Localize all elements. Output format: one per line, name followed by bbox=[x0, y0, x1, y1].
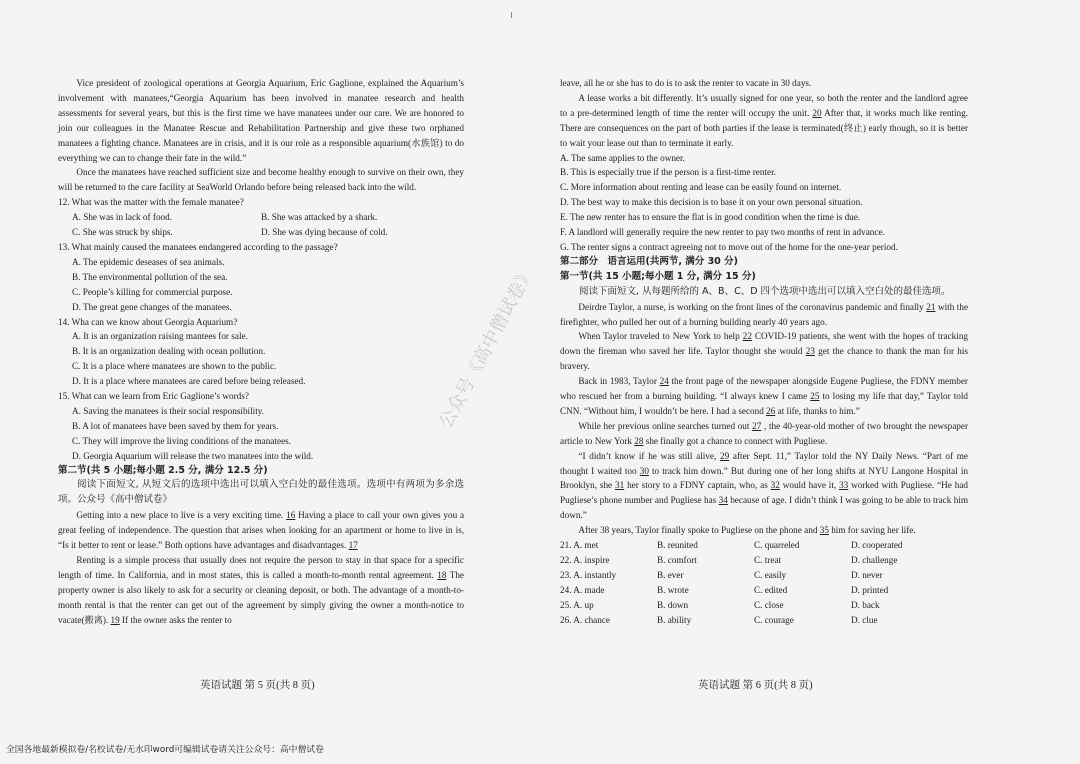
cloze-paragraph: After 38 years, Taylor finally spoke to Pugliese on the phone and 35 him for saving her life. bbox=[578, 525, 916, 536]
option: B. A lot of manatees have been saved by them for years. bbox=[72, 420, 279, 431]
option: D. The best way to make this decision is to base it on your own personal situation. bbox=[560, 197, 863, 208]
passage-paragraph: leave, all he or she has to do is to ask the renter to vacate in 30 days. bbox=[560, 78, 812, 88]
blank-34: 34 bbox=[718, 495, 728, 506]
blank-19: 19 bbox=[110, 614, 120, 625]
choice-option: C. edited bbox=[754, 584, 788, 595]
blank-30: 30 bbox=[639, 465, 649, 476]
question-14: 14. Wha can we know about Georgia Aquarium? bbox=[58, 316, 238, 327]
blank-26: 26 bbox=[766, 405, 776, 416]
choice-option: C. quarreled bbox=[754, 540, 800, 551]
blank-20: 20 bbox=[812, 107, 822, 118]
blank-27: 27 bbox=[752, 420, 762, 431]
choice-grid bbox=[560, 538, 968, 627]
option: A. It is an organization raising mantees for sale. bbox=[72, 331, 248, 342]
option: D. She was dying because of cold. bbox=[261, 227, 388, 238]
option: A. The epidemic deseases of sea animals. bbox=[72, 256, 225, 267]
option: B. The environmental pollution of the sea. bbox=[72, 271, 228, 282]
section-heading: 第二节(共 5 小题;每小题 2.5 分, 满分 12.5 分) bbox=[58, 464, 268, 476]
section-instructions: 阅读下面短文, 从每题所给的 A、B、C、D 四个选项中选出可以填入空白处的最佳选项。 bbox=[579, 285, 951, 297]
choice-option: 23. A. instantly bbox=[560, 569, 617, 580]
option: D. It is a place where manatees are cared before being released. bbox=[72, 376, 306, 387]
blank-31: 31 bbox=[615, 480, 625, 491]
blank-18: 18 bbox=[437, 569, 447, 580]
blank-16: 16 bbox=[286, 510, 296, 521]
choice-option: B. comfort bbox=[657, 555, 697, 565]
section-instructions: 阅读下面短文, 从短文后的选项中选出可以填入空白处的最佳选项。选项中有两项为多余选项。公众号《高中僧试卷》 bbox=[58, 479, 464, 506]
blank-22: 22 bbox=[742, 331, 752, 342]
page-footer-left: 英语试题 第 5 页(共 8 页) bbox=[200, 680, 315, 691]
passage-paragraph: A lease works a bit differently. It’s usually signed for one year, so both the renter and the landlord agree to a pre-determined length of time the renter will occupy the unit. 20 After that, it works much like renting. There are consequences on the part of both parties if the lease is terminated(终止) early though, so it is better to wait your lease out than to terminate it early. bbox=[560, 92, 969, 148]
option: B. She was attacked by a shark. bbox=[261, 212, 378, 223]
blank-21: 21 bbox=[926, 301, 936, 312]
blank-32: 32 bbox=[770, 480, 780, 491]
section-heading: 第一节(共 15 小题;每小题 1 分, 满分 15 分) bbox=[560, 270, 756, 282]
option: D. The great gene changes of the manatees. bbox=[72, 301, 232, 312]
choice-option: B. down bbox=[657, 599, 689, 610]
blank-28: 28 bbox=[634, 435, 644, 446]
choice-option: 22. A. inspire bbox=[560, 555, 610, 565]
choice-option: 25. A. up bbox=[560, 599, 594, 610]
option: E. The new renter has to ensure the flat is in good condition when the time is due. bbox=[560, 212, 861, 223]
watermark: 公众号《高中僧试卷》 bbox=[435, 262, 539, 432]
choice-option: D. clue bbox=[851, 614, 878, 625]
left-page bbox=[58, 76, 464, 628]
choice-option: C. easily bbox=[754, 569, 787, 580]
option: B. It is an organization dealing with ocean pollution. bbox=[72, 346, 266, 357]
option: A. The same applies to the owner. bbox=[560, 152, 685, 163]
option: C. People’s killing for commercial purpose. bbox=[72, 286, 233, 297]
cloze-paragraph: While her previous online searches turned out 27 , the 40-year-old mother of two brought the newspaper article to New York 28 she finally got a chance to connect with Pugliese. bbox=[560, 420, 969, 446]
choice-option: D. cooperated bbox=[851, 540, 903, 551]
choice-option: C. courage bbox=[754, 614, 794, 625]
part-heading: 第二部分 语言运用(共两节, 满分 30 分) bbox=[560, 255, 738, 267]
question-12: 12. What was the matter with the female manatee? bbox=[58, 197, 244, 208]
cloze-paragraph: “I didn’t know if he was still alive, 29 after Sept. 11,” Taylor told the NY Daily News. “Part of me thought I waited too 30 to track him down.” But during one of her long shifts at NYU Langone Hospital in Brooklyn, she 31 her story to a FDNY captain, who, as 32 would have it, 33 worked with Pugliese. “He had Pugliese’s phone number and Pugliese has 34 because of age. I didn’t think I was going to be able to track him down.” bbox=[560, 450, 969, 521]
option: B. This is especially true if the person is a first-time renter. bbox=[560, 167, 776, 178]
choice-option: D. back bbox=[851, 599, 880, 610]
blank-17: 17 bbox=[348, 540, 358, 551]
blank-24: 24 bbox=[659, 376, 669, 387]
cloze-paragraph: When Taylor traveled to New York to help 22 COVID-19 patients, she went with the hopes of tracking down the fireman who saved her life. Taylor thought she would 23 get the chance to thank the man for his bravery. bbox=[560, 331, 969, 372]
option: C. It is a place where manatees are shown to the public. bbox=[72, 361, 277, 372]
choice-option: B. reunited bbox=[657, 540, 698, 551]
choice-option: D. challenge bbox=[851, 555, 898, 565]
option: A. Saving the manatees is their social responsibility. bbox=[72, 405, 265, 416]
choice-option: C. close bbox=[754, 599, 784, 610]
fold-mark bbox=[511, 12, 512, 18]
cloze-paragraph: Deirdre Taylor, a nurse, is working on the front lines of the coronavirus pandemic and finally 21 with the firefighter, who pulled her out of a burning building nearly 40 years ago. bbox=[560, 301, 969, 327]
option: C. She was struck by ships. bbox=[72, 227, 173, 238]
choice-option: D. printed bbox=[851, 584, 889, 595]
bottom-notice: 全国各地最新模拟卷/名校试卷/无水印word可编辑试卷请关注公众号：高中僧试卷 bbox=[6, 745, 324, 755]
option: G. The renter signs a contract agreeing not to move out of the home for the one-year period. bbox=[560, 241, 898, 252]
right-page bbox=[560, 76, 968, 628]
passage-paragraph: Renting is a simple process that usually does not require the person to stay in that space for a specific length of time. In California, and in most states, this is called a month-to-month rental agreement. 18 The property owner is also likely to ask for a security or cleaning deposit, or both. The advantage of a month-to-month rental is that the renter can get out of the agreement by simply giving the owner a month-notice to vacate(搬离). 19 If the owner asks the renter to bbox=[58, 555, 464, 625]
choice-option: 21. A. met bbox=[560, 540, 599, 551]
choice-option: C. treat bbox=[754, 555, 782, 565]
blank-25: 25 bbox=[810, 391, 820, 402]
choice-option: B. ever bbox=[657, 569, 684, 580]
blank-35: 35 bbox=[819, 525, 829, 536]
question-15: 15. What can we learn from Eric Gaglione’s words? bbox=[58, 391, 249, 402]
reading-paragraph-2: Once the manatees have reached sufficient size and become healthy enough to survive on their own, they will be returned to the care facility at SeaWorld Orlando before being released back into the wild. bbox=[58, 167, 464, 193]
choice-option: D. never bbox=[851, 569, 883, 580]
option: D. Georgia Aquarium will release the two manatees into the wild. bbox=[72, 450, 314, 461]
choice-option: 26. A. chance bbox=[560, 614, 611, 625]
choice-option: B. wrote bbox=[657, 584, 689, 595]
question-13: 13. What mainly caused the manatees endangered according to the passage? bbox=[58, 241, 338, 252]
question-12-options bbox=[58, 210, 464, 240]
passage-paragraph: Getting into a new place to live is a very exciting time. 16 Having a place to call your own gives you a great feeling of independence. The question that arises when looking for an apartment or home to live in is, “Is it better to rent or lease.” Both options have advantages and disadvantages. 17 bbox=[58, 510, 465, 551]
choice-option: B. ability bbox=[657, 614, 692, 625]
choice-option: 24. A. made bbox=[560, 584, 605, 595]
option: A. She was in lack of food. bbox=[72, 212, 173, 223]
option: F. A landlord will generally require the new renter to pay two months of rent in advance. bbox=[560, 227, 885, 238]
reading-paragraph-1: Vice president of zoological operations at Georgia Aquarium, Eric Gaglione, explained the Aquarium’s involvement with manatees,“Georgia Aquarium has been involved in manatee research and health assessments for several years, but this is the first time we have manatees under our care. We are honored to join our colleagues in the Manatee Rescue and Rehabilitation Partnership and give these two orphaned manatees a fighting chance. Manatees are in crisis, and it is our role as a responsible aquarium(水族馆) to do everything we can to change their fate in the wild.” bbox=[58, 78, 464, 163]
page-footer-right: 英语试题 第 6 页(共 8 页) bbox=[698, 680, 813, 691]
blank-29: 29 bbox=[719, 450, 730, 461]
option: C. They will improve the living conditions of the manatees. bbox=[72, 435, 292, 446]
option: C. More information about renting and lease can be easily found on internet. bbox=[560, 182, 842, 193]
blank-23: 23 bbox=[805, 346, 815, 357]
blank-33: 33 bbox=[839, 480, 849, 491]
cloze-paragraph: Back in 1983, Taylor 24 the front page of the newspaper alongside Eugene Pugliese, the FDNY member who rescued her from a burning building. “I always knew I came 25 to losing my life that day,” Taylor told CNN. “Without him, I wouldn’t be here. I had a second 26 at life, thanks to him.” bbox=[560, 376, 969, 416]
